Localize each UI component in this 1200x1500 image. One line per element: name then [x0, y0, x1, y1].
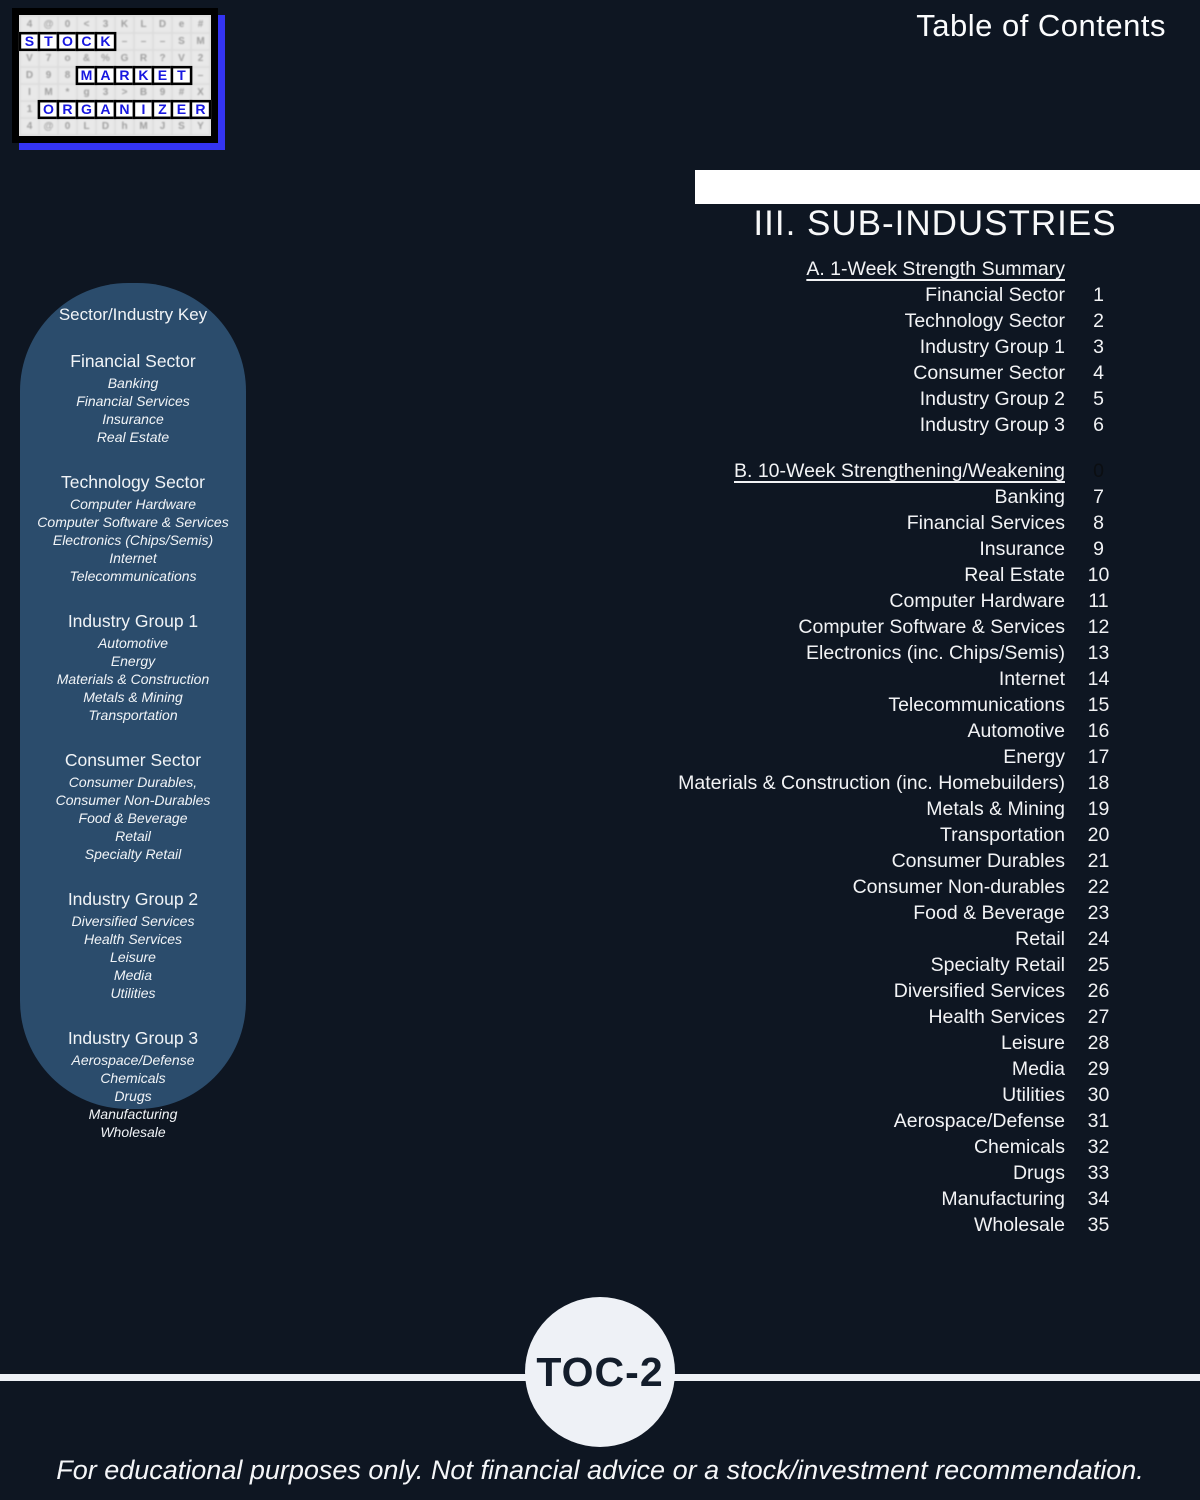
toc-entry-label: Industry Group 2: [919, 388, 1065, 410]
toc-entry: [560, 1212, 1132, 1238]
toc-entry: [560, 484, 1132, 510]
logo-filler-tile: V: [173, 51, 190, 66]
toc-entry: [560, 510, 1132, 536]
key-group-item: Drugs: [114, 1088, 152, 1104]
key-group-item: Computer Software & Services: [37, 514, 229, 530]
logo-filler-tile: @: [40, 119, 57, 134]
page-title: Table of Contents: [916, 8, 1166, 43]
logo-letter-tile: R: [114, 66, 136, 85]
toc-entry-label: Manufacturing: [941, 1188, 1065, 1210]
toc-entry-label: Computer Software & Services: [798, 616, 1065, 638]
toc-subheading-text: A. 1-Week Strength Summary: [806, 258, 1065, 280]
toc-entry-page: 19: [1087, 798, 1110, 820]
toc-entry-label: Leisure: [1001, 1032, 1065, 1054]
toc-entry-page: 7: [1093, 486, 1104, 508]
toc-entry: [560, 360, 1132, 386]
toc-entry: [560, 562, 1132, 588]
logo-letter-tile: G: [76, 100, 98, 119]
toc-entry-label: Chemicals: [973, 1136, 1065, 1158]
logo-filler-tile: 0: [59, 17, 76, 32]
logo-filler-tile: 3: [97, 85, 114, 100]
toc-entry: [560, 386, 1132, 412]
key-group-item: Internet: [109, 550, 157, 566]
toc-entry: [560, 1160, 1132, 1186]
sector-industry-key-panel: [20, 283, 246, 1140]
toc-entry: [560, 1056, 1132, 1082]
toc-entry-page: 30: [1087, 1084, 1110, 1106]
toc-entry-label: Transportation: [939, 824, 1065, 846]
toc-entry-label: Materials & Construction (inc. Homebuilders): [678, 772, 1065, 794]
toc-entry-label: Utilities: [1002, 1084, 1065, 1106]
key-group: [20, 610, 246, 724]
toc-entry-label: Industry Group 1: [919, 336, 1065, 358]
toc-entry-page: 20: [1087, 824, 1110, 846]
key-group-item: Computer Hardware: [69, 496, 197, 512]
toc-entry-label: Metals & Mining: [926, 798, 1065, 820]
logo-filler-tile: &: [78, 51, 95, 66]
toc-entry-page: 11: [1088, 590, 1109, 612]
toc-entry-page: 15: [1087, 694, 1110, 716]
toc-entry-page: 29: [1087, 1058, 1110, 1080]
toc-entry-page: 34: [1087, 1188, 1110, 1210]
toc-entry: [560, 308, 1132, 334]
key-panel-title: Sector/Industry Key: [58, 305, 208, 324]
disclaimer-text: For educational purposes only. Not financial advice or a stock/investment recommendation.: [56, 1455, 1144, 1485]
toc-entry-label: Industry Group 3: [919, 414, 1065, 436]
logo-filler-tile: G: [116, 51, 133, 66]
logo-letter-tile: R: [190, 100, 212, 119]
logo-filler-tile: D: [97, 119, 114, 134]
toc-entry: [560, 926, 1132, 952]
toc-entry-page: 26: [1087, 980, 1110, 1002]
key-group-item: Insurance: [102, 411, 164, 427]
toc-section: [560, 256, 1132, 438]
logo-filler-tile: @: [40, 17, 57, 32]
toc-entry-label: Financial Sector: [925, 284, 1065, 306]
key-group-item: Metals & Mining: [83, 689, 183, 705]
logo-letter-tile: S: [19, 32, 41, 51]
key-group-name: Industry Group 3: [67, 1028, 199, 1048]
logo-letter-tile: O: [57, 32, 79, 51]
logo-filler-tile: R: [135, 51, 152, 66]
toc-entry-page: 5: [1093, 388, 1104, 410]
key-group-item: Banking: [107, 375, 159, 391]
logo-filler-tile: *: [59, 85, 76, 100]
logo-filler-tile: %: [97, 51, 114, 66]
logo-filler-tile: 7: [40, 51, 57, 66]
logo-filler-tile: –: [135, 34, 152, 49]
toc-entry-label: Insurance: [979, 538, 1065, 560]
logo-filler-tile: 9: [154, 85, 171, 100]
toc-entry-label: Consumer Durables: [891, 850, 1065, 872]
logo-filler-tile: Y: [192, 119, 209, 134]
toc-entry: [560, 334, 1132, 360]
toc-entry: [560, 952, 1132, 978]
toc-entry-label: Technology Sector: [904, 310, 1065, 332]
key-group-name: Financial Sector: [70, 351, 196, 371]
toc-entry-label: Food & Beverage: [913, 902, 1065, 924]
toc-entry-label: Internet: [998, 668, 1065, 690]
toc-entry-page: 23: [1087, 902, 1110, 924]
toc-entry-page: 31: [1087, 1110, 1110, 1132]
toc-entry-label: Diversified Services: [893, 980, 1065, 1002]
toc-entry-page: 17: [1087, 746, 1110, 768]
toc-entry-page: 25: [1087, 954, 1110, 976]
stock-market-organizer-logo: [12, 8, 218, 143]
key-group: [20, 749, 246, 863]
toc-entry-page: 28: [1087, 1032, 1110, 1054]
toc-section: [560, 458, 1132, 1238]
toc-subheading-text: B. 10-Week Strengthening/Weakening: [734, 460, 1065, 482]
logo-filler-tile: L: [78, 119, 95, 134]
toc-entry-label: Wholesale: [973, 1214, 1065, 1236]
toc-entry-label: Banking: [994, 486, 1065, 508]
key-group-item: Electronics (Chips/Semis): [52, 532, 214, 548]
toc-entry-page: 6: [1093, 414, 1104, 436]
toc-entry-label: Financial Services: [906, 512, 1065, 534]
key-group-item: Real Estate: [96, 429, 170, 445]
key-group-name: Consumer Sector: [64, 750, 202, 770]
toc-entry: [560, 744, 1132, 770]
toc-entry-page: 32: [1087, 1136, 1110, 1158]
title-divider-bar: [695, 170, 1200, 204]
toc-entry: [560, 640, 1132, 666]
logo-letter-tile: E: [171, 100, 193, 119]
toc-entry: [560, 666, 1132, 692]
logo-tile-grid: [21, 17, 209, 134]
logo-filler-tile: 0: [59, 119, 76, 134]
key-group: [20, 888, 246, 1002]
key-group-item: Health Services: [83, 931, 183, 947]
key-group-item: Specialty Retail: [84, 846, 182, 862]
logo-filler-tile: g: [78, 85, 95, 100]
logo-filler-tile: V: [21, 51, 38, 66]
logo-filler-tile: 8: [59, 68, 76, 83]
toc-entry-page: 27: [1087, 1006, 1110, 1028]
toc-entry-label: Consumer Non-durables: [852, 876, 1065, 898]
toc-entry: [560, 536, 1132, 562]
toc-entry-label: Energy: [1003, 746, 1065, 768]
toc-entry-label: Drugs: [1012, 1162, 1065, 1184]
logo-filler-tile: –: [154, 34, 171, 49]
logo-filler-tile: B: [135, 85, 152, 100]
key-group-item: Retail: [115, 828, 151, 844]
key-group-item: Transportation: [88, 707, 178, 723]
key-group-item: Wholesale: [100, 1124, 166, 1140]
key-group-name: Industry Group 1: [67, 611, 199, 631]
logo-filler-tile: X: [192, 85, 209, 100]
toc-entry-page: 35: [1087, 1214, 1110, 1236]
toc-entry-label: Electronics (inc. Chips/Semis): [806, 642, 1065, 664]
toc-entry-page: 24: [1087, 928, 1110, 950]
toc-entry: [560, 588, 1132, 614]
key-group-item: Energy: [110, 653, 156, 669]
toc-subheading-label: [560, 458, 1065, 484]
logo-letter-tile: C: [76, 32, 98, 51]
logo-filler-tile: –: [192, 68, 209, 83]
toc-entry: [560, 718, 1132, 744]
logo-filler-tile: e: [173, 17, 190, 32]
key-group-item: Utilities: [110, 985, 156, 1001]
logo-letter-tile: N: [114, 100, 136, 119]
logo-filler-tile: I: [21, 85, 38, 100]
logo-filler-tile: #: [192, 17, 209, 32]
logo-filler-tile: <: [78, 17, 95, 32]
logo-filler-tile: 1: [21, 102, 38, 117]
logo-filler-tile: S: [173, 119, 190, 134]
toc-entry-page: 10: [1087, 564, 1110, 586]
toc-entry-page: 8: [1093, 512, 1104, 534]
toc-entry-page: 1: [1093, 284, 1104, 306]
key-group: [20, 1027, 246, 1141]
toc-entry: [560, 900, 1132, 926]
toc-entry: [560, 282, 1132, 308]
toc-entry-page: 13: [1087, 642, 1110, 664]
logo-filler-tile: >: [116, 85, 133, 100]
toc-entry-label: Retail: [1015, 928, 1065, 950]
logo-filler-tile: K: [116, 17, 133, 32]
toc-entry-page: 4: [1093, 362, 1104, 384]
toc-entry: [560, 1108, 1132, 1134]
key-group-item: Telecommunications: [69, 568, 197, 584]
logo-filler-tile: #: [173, 85, 190, 100]
logo-letter-tile: Z: [152, 100, 174, 119]
toc-entry: [560, 412, 1132, 438]
toc-entry-page: 14: [1087, 668, 1110, 690]
logo-filler-tile: M: [192, 34, 209, 49]
logo-letter-tile: O: [38, 100, 60, 119]
key-group-item: Media: [113, 967, 153, 983]
logo-letter-tile: M: [76, 66, 98, 85]
toc-entry-page: 18: [1087, 772, 1110, 794]
key-group-item: Food & Beverage: [78, 810, 188, 826]
toc-entry: [560, 978, 1132, 1004]
toc-entry-label: Real Estate: [964, 564, 1065, 586]
logo-letter-tile: E: [152, 66, 174, 85]
toc-entry: [560, 822, 1132, 848]
key-group-item: Consumer Durables,: [68, 774, 198, 790]
key-group-name: Technology Sector: [61, 472, 205, 492]
toc-entry: [560, 874, 1132, 900]
toc-entry-label: Automotive: [967, 720, 1065, 742]
toc-entry: [560, 1004, 1132, 1030]
toc-entry-label: Media: [1011, 1058, 1065, 1080]
logo-letter-tile: T: [171, 66, 193, 85]
toc-entry-label: Health Services: [928, 1006, 1065, 1028]
logo-letter-tile: I: [133, 100, 155, 119]
toc-entry-label: Telecommunications: [888, 694, 1065, 716]
toc-entry-label: Specialty Retail: [930, 954, 1065, 976]
key-groups: [20, 350, 246, 1141]
toc-subheading-label: [560, 256, 1065, 282]
toc-entry-page: 3: [1093, 336, 1104, 358]
logo-letter-tile: A: [95, 66, 117, 85]
logo-filler-tile: M: [135, 119, 152, 134]
toc-entry: [560, 614, 1132, 640]
logo-filler-tile: –: [116, 34, 133, 49]
toc-entry-label: Computer Hardware: [889, 590, 1065, 612]
logo-filler-tile: ?: [154, 51, 171, 66]
toc-entry: [560, 1030, 1132, 1056]
logo-filler-tile: 4: [21, 119, 38, 134]
logo-filler-tile: 2: [192, 51, 209, 66]
key-group-item: Automotive: [97, 635, 169, 651]
key-group-item: Leisure: [110, 949, 156, 965]
key-group: [20, 471, 246, 585]
logo-letter-tile: T: [38, 32, 60, 51]
toc-subheading-page: [1065, 256, 1132, 282]
logo-filler-tile: 4: [21, 17, 38, 32]
toc-entry-page: 12: [1087, 616, 1110, 638]
key-group-item: Chemicals: [100, 1070, 166, 1086]
logo-filler-tile: 3: [97, 17, 114, 32]
page-number-badge: [525, 1297, 675, 1447]
toc-entry-page: 22: [1087, 876, 1110, 898]
key-group-item: Financial Services: [76, 393, 190, 409]
toc-entry-label: Consumer Sector: [913, 362, 1065, 384]
logo-letter-tile: K: [133, 66, 155, 85]
section-heading: III. SUB-INDUSTRIES: [753, 204, 1117, 243]
logo-letter-tile: R: [57, 100, 79, 119]
logo-filler-tile: L: [135, 17, 152, 32]
toc-entry: [560, 1134, 1132, 1160]
toc-entry-page: 9: [1093, 538, 1104, 560]
logo-letter-tile: A: [95, 100, 117, 119]
logo-filler-tile: S: [173, 34, 190, 49]
key-group-name: Industry Group 2: [67, 889, 199, 909]
logo-filler-tile: M: [40, 85, 57, 100]
toc-entry-page: 2: [1093, 310, 1104, 332]
toc-section-subheading: [560, 458, 1132, 484]
toc-entry-page: 21: [1087, 850, 1110, 872]
logo-filler-tile: 9: [40, 68, 57, 83]
toc-entry: [560, 1082, 1132, 1108]
toc-entry: [560, 848, 1132, 874]
key-group-item: Manufacturing: [88, 1106, 178, 1122]
logo-filler-tile: h: [116, 119, 133, 134]
logo-letter-tile: K: [95, 32, 117, 51]
key-group-item: Consumer Non-Durables: [55, 792, 211, 808]
toc-entry: [560, 796, 1132, 822]
key-group-item: Materials & Construction: [56, 671, 210, 687]
toc-entry-page: 16: [1087, 720, 1110, 742]
key-group-item: Aerospace/Defense: [71, 1052, 195, 1068]
logo-filler-tile: o: [59, 51, 76, 66]
toc-subheading-page: 0: [1093, 460, 1104, 482]
logo-filler-tile: D: [21, 68, 38, 83]
page-number-badge-label: TOC-2: [536, 1348, 664, 1395]
logo-filler-tile: D: [154, 17, 171, 32]
logo-filler-tile: J: [154, 119, 171, 134]
toc-entry: [560, 770, 1132, 796]
toc-section-subheading: [560, 256, 1132, 282]
key-group-item: Diversified Services: [71, 913, 195, 929]
toc-entry: [560, 692, 1132, 718]
toc-entry: [560, 1186, 1132, 1212]
toc-entry-label: Aerospace/Defense: [893, 1110, 1065, 1132]
key-group: [20, 350, 246, 446]
toc-entry-page: 33: [1087, 1162, 1110, 1184]
